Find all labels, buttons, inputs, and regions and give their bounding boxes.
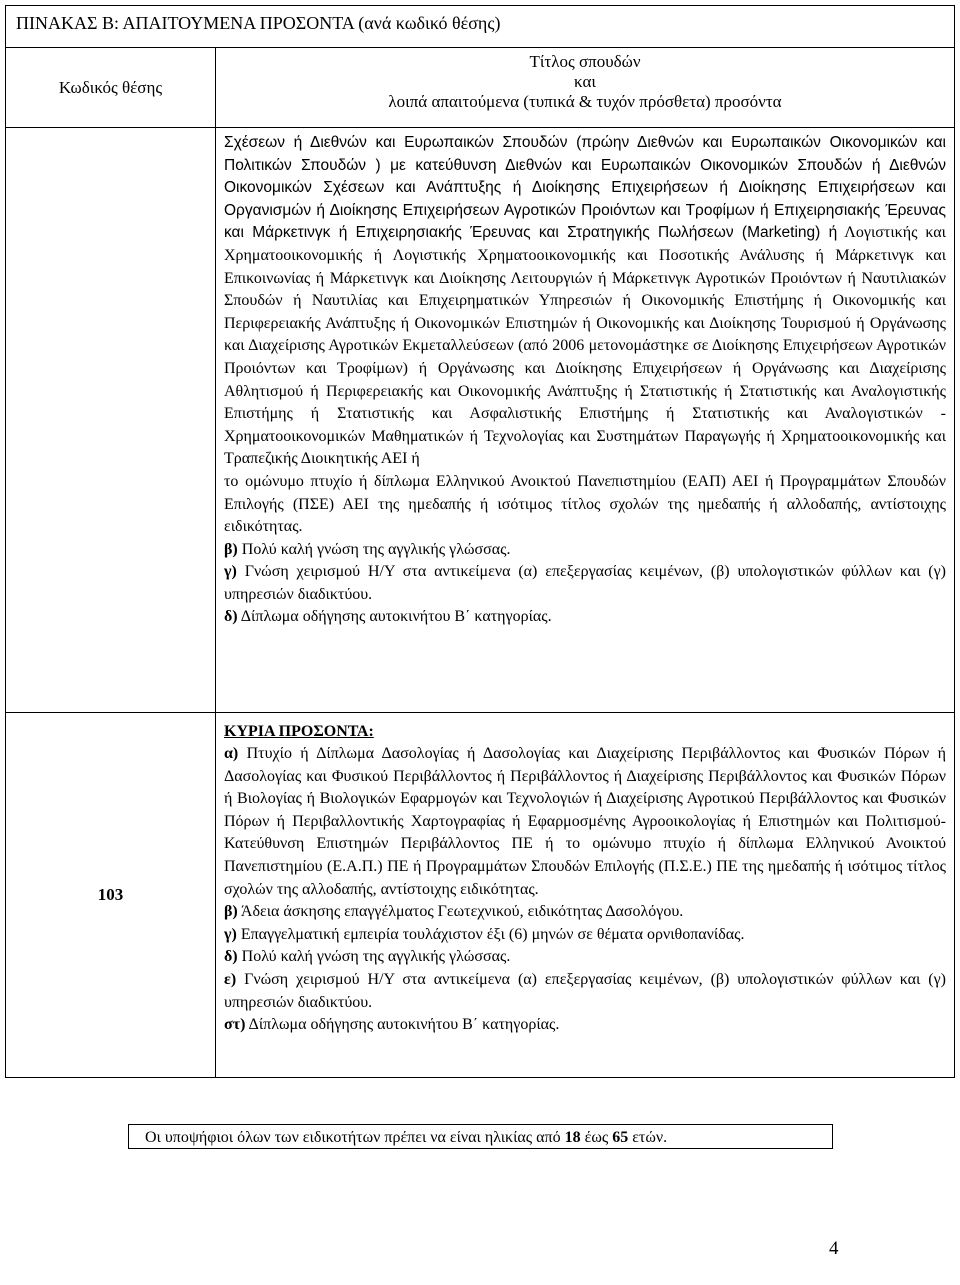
item-text: Πολύ καλή γνώση της αγγλικής γλώσσας. xyxy=(241,948,511,966)
item-label: γ) xyxy=(224,563,237,581)
requirements-cell xyxy=(216,128,955,713)
table-row xyxy=(6,128,955,713)
item-text: Γνώση χειρισμού Η/Υ στα αντικείμενα (α) επεξεργασίας κειμένων, (β) υπολογιστικών φύλλων και (γ) υπηρεσιών διαδικτύου. xyxy=(224,563,947,603)
requirement-item xyxy=(224,539,946,562)
note-prefix: Οι υποψήφιοι όλων των ειδικοτήτων πρέπει να είναι ηλικίας από xyxy=(145,1129,561,1146)
item-text: Δίπλωμα οδήγησης αυτοκινήτου Β΄ κατηγορίας. xyxy=(248,1016,560,1034)
item-text: Δίπλωμα οδήγησης αυτοκινήτου Β΄ κατηγορίας. xyxy=(240,608,552,626)
note-age-to: 65 xyxy=(612,1129,629,1146)
note-middle: έως xyxy=(584,1129,609,1146)
item-label: δ) xyxy=(224,608,238,626)
main-qualifications-heading: ΚΥΡΙΑ ΠΡΟΣΟΝΤΑ: xyxy=(224,723,374,740)
requirement-item xyxy=(224,946,946,969)
degree-list-sans: Σχέσεων ή Διεθνών και Ευρωπαικών Σπουδών (πρώην Διεθνών και Ευρωπαικών Οικονομικών και Πολιτικών Σπουδών ) με κατεύθυνση Διεθνών και Ευρωπαικών Οικονομικών Σπουδών ή Διεθνών Οικονομικών Σχέσεων και Ανάπτυξης ή Διοίκησης Επιχειρήσεων ή Διοίκησης Επιχειρήσεων και Οργανισμών ή Διοίκησης Επιχειρήσεων Αγροτικών Προιόντων και Τροφίμων ή Επιχειρησιακής Έρευνας και Μάρκετινγκ ή Επιχειρησιακής Έρευνας και Στρατηγικής Πωλήσεων (Marketing) ή xyxy=(224,134,946,242)
qualifications-text xyxy=(224,743,946,1037)
position-code: 103 xyxy=(6,713,216,1078)
requirement-item xyxy=(224,924,946,947)
header-position-code: Κωδικός θέσης xyxy=(6,48,216,128)
item-text: Επαγγελματική εμπειρία τουλάχιστον έξι (6) μηνών σε θέματα ορνιθοπανίδας. xyxy=(240,925,745,943)
item-label: β) xyxy=(224,903,238,921)
age-requirement-note xyxy=(128,1124,833,1149)
item-label: ε) xyxy=(224,970,237,988)
qualifications-table xyxy=(5,5,955,1078)
requirement-item xyxy=(224,969,946,1014)
item-text: Άδεια άσκησης επαγγέλματος Γεωτεχνικού, ειδικότητας Δασολόγου. xyxy=(240,903,684,921)
table-header-row xyxy=(6,48,955,128)
requirement-item xyxy=(224,561,946,606)
item-text: Πολύ καλή γνώση της αγγλικής γλώσσας. xyxy=(241,540,511,558)
item-label: α) xyxy=(224,745,239,762)
item-label: στ) xyxy=(224,1016,246,1034)
degree-text xyxy=(224,132,946,629)
requirements-cell xyxy=(216,713,955,1078)
table-title-row xyxy=(6,6,955,48)
note-age-from: 18 xyxy=(564,1129,581,1146)
item-label: β) xyxy=(224,540,238,558)
position-code xyxy=(6,128,216,713)
requirement-item xyxy=(224,1014,946,1037)
requirement-item xyxy=(224,743,946,901)
header-req-line1: Τίτλος σπουδών xyxy=(529,52,641,71)
degree-equivalent: το ομώνυμο πτυχίο ή δίπλωμα Ελληνικού Ανοικτού Πανεπιστημίου (ΕΑΠ) ΑΕΙ ή Προγραμμάτων Σπουδών Επιλογής (ΠΣΕ) ΑΕΙ της ημεδαπής ή ισότιμος τίτλος σχολών της ημεδαπής ή αλλοδαπής, αντίστοιχης ειδικότητας. xyxy=(224,472,946,536)
item-text: Γνώση χειρισμού Η/Υ στα αντικείμενα (α) επεξεργασίας κειμένων, (β) υπολογιστικών φύλλων και (γ) υπηρεσιών διαδικτύου. xyxy=(224,970,947,1011)
header-requirements xyxy=(216,48,955,128)
header-req-line3: λοιπά απαιτούμενα (τυπικά & τυχόν πρόσθετα) προσόντα xyxy=(388,92,782,111)
degree-list-serif: Λογιστικής και Χρηματοοικονομικής ή Λογιστικής Χρηματοοικονομικής και Ποσοτικής Ανάλυσης ή Μάρκετινγκ και Επικοινωνίας ή Μάρκετινγκ και Διοίκησης Λειτουργιών ή Μάρκετινγκ Αγροτικών Προιόντων ή Ναυτιλιακών Σπουδών ή Ναυτιλίας και Επιχειρηματικών Υπηρεσιών ή Οικονομικής Επιστήμης ή Οικονομικής και Περιφερειακής Ανάπτυξης ή Οικονομικών Επιστημών ή Οικονομικής και Διοίκησης Τουρισμού ή Οργάνωσης και Διαχείρισης Αγροτικών Εκμεταλλεύσεων (από 2006 μετονομάστηκε σε Διοίκησης Επιχειρήσεων Αγροτικών Προιόντων και Τροφίμων) ή Οργάνωσης και Διοίκησης Επιχειρήσεων ή Οργάνωσης και Διαχείρισης Αθλητισμού ή Περιφερειακής και Οικονομικής Ανάπτυξης ή Στατιστικής ή Στατιστικής και Αναλογιστικής Επιστήμης ή Στατιστικής και Ασφαλιστικής Επιστήμης ή Στατιστικής και Αναλογιστικών - Χρηματοοικονομικών Μαθηματικών ή Τεχνολογίας και Συστημάτων Παραγωγής ή Χρηματοοικονομικής και Τραπεζικής Διοικητικής ΑΕΙ ή xyxy=(224,224,946,468)
page-number: 4 xyxy=(829,1238,839,1259)
table-row xyxy=(6,713,955,1078)
item-label: γ) xyxy=(224,925,237,943)
requirement-item xyxy=(224,606,946,629)
item-text: Πτυχίο ή Δίπλωμα Δασολογίας ή Δασολογίας και Διαχείρισης Περιβάλλοντος και Φυσικών Πόρων ή Δασολογίας και Φυσικού Περιβάλλοντος ή Περιβάλλοντος ή Διαχείρισης Περιβάλλοντος και Φυσικών Πόρων ή Βιολογίας ή Βιολογικών Εφαρμογών και Τεχνολογιών ή Διαχείρισης Αγροτικού Περιβάλλοντος και Φυσικών Πόρων ή Περιβαλλοντικής Χαρτογραφίας ή Εφαρμοσμένης Αγροοικολογίας ή Επιστημών και Πολιτισμού-Κατεύθυνση Επιστημών Περιβάλλοντος ΠΕ ή το ομώνυμο πτυχίο ή δίπλωμα Ελληνικού Ανοικτού Πανεπιστημίου (Ε.Α.Π.) ΠΕ ή Προγραμμάτων Σπουδών Επιλογής (Π.Σ.Ε.) ΠΕ της ημεδαπής ή ισότιμος τίτλος σχολών της αλλοδαπής, αντίστοιχης ειδικότητας. xyxy=(224,745,947,898)
header-req-line2: και xyxy=(574,72,596,91)
requirement-item xyxy=(224,901,946,924)
item-label: δ) xyxy=(224,948,238,966)
table-title: ΠΙΝΑΚΑΣ Β: ΑΠΑΙΤΟΥΜΕΝΑ ΠΡΟΣΟΝΤΑ (ανά κωδικό θέσης) xyxy=(6,6,955,48)
note-suffix: ετών. xyxy=(632,1129,668,1146)
